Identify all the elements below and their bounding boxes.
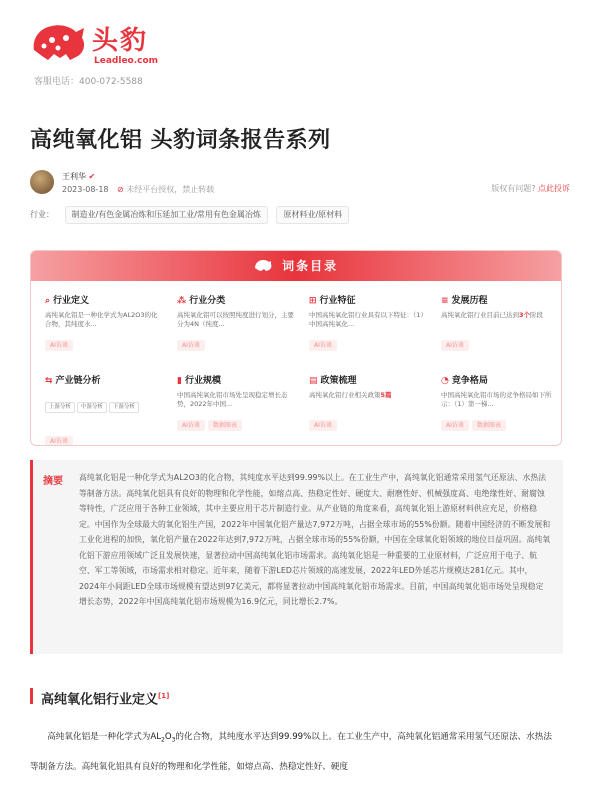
- chain-icon: ⇆: [45, 376, 53, 386]
- report-question: 版权有问题?: [491, 184, 536, 193]
- catalog-item-chips: [45, 428, 163, 446]
- body-subscript: 3: [171, 736, 176, 744]
- catalog-item-desc-tail: 阶段: [530, 311, 544, 319]
- catalog-item-label: 政策梳理: [320, 376, 357, 386]
- author-name[interactable]: [62, 171, 95, 182]
- catalog-item-desc-text: 中国高纯氧化铝行业具有以下特征：（1）中国高纯氧化...: [309, 311, 427, 328]
- publish-date-text: 2023-08-18: [62, 185, 109, 194]
- ai-interview-chip[interactable]: AI访谈: [45, 340, 73, 351]
- leopard-logo-icon: [254, 258, 272, 272]
- catalog-item-desc: [441, 391, 559, 409]
- catalog-item-desc: [45, 311, 163, 329]
- spacer: [45, 413, 163, 425]
- body-text-c: 的化合物，其纯度水平达到99.99%以上。在工业生产中，高纯氧化铝通常采用氢气还原法、水热法等制备方法。高纯氧化铝具有良好的物理和化学性能，如熔点高、热稳定性好、硬度: [30, 732, 552, 772]
- catalog-item-name: [45, 295, 163, 307]
- author-row: [30, 170, 570, 196]
- industry-tag[interactable]: 原材料业/原材料: [276, 206, 349, 224]
- body-paragraph: [30, 724, 560, 780]
- data-chart-chip[interactable]: 数据图表: [208, 420, 242, 431]
- sub-tag[interactable]: 中游分析: [77, 402, 107, 413]
- catalog-item-label: 竞争格局: [451, 376, 488, 386]
- catalog-item-label: 发展历程: [451, 296, 488, 306]
- catalog-item-chips: [441, 332, 559, 351]
- catalog-item-chips: [177, 332, 295, 351]
- publish-date: [62, 184, 214, 195]
- category-icon: ⁂: [177, 296, 187, 306]
- catalog-item-name: [309, 375, 427, 387]
- body-text-b: O: [164, 732, 172, 742]
- catalog-item-name: [177, 295, 295, 307]
- section-title: [30, 688, 170, 708]
- data-chart-chip[interactable]: 数据图表: [472, 420, 506, 431]
- catalog-item-desc: [177, 311, 295, 329]
- brand-name-en: Leadleo.com: [94, 56, 159, 66]
- catalog-item-desc-text: 高纯氧化铝行业目前已达到: [441, 311, 519, 319]
- avatar[interactable]: [30, 170, 54, 194]
- catalog-item-label: 行业规模: [184, 376, 221, 386]
- catalog-item-desc-text: 中国高纯氧化铝市场的竞争格局如下所示：（1）第一梯...: [441, 391, 552, 408]
- author-name-text: 王利华: [62, 172, 86, 181]
- catalog-item[interactable]: [45, 375, 163, 446]
- catalog-item-name: [177, 375, 295, 387]
- hotline: 客服电话：400-072-5588: [34, 77, 143, 87]
- catalog-item-label: 行业特征: [319, 296, 356, 306]
- brand-logo[interactable]: [30, 20, 160, 68]
- report-link[interactable]: 点此投诉: [538, 184, 570, 193]
- catalog-item-chips: [441, 412, 559, 431]
- define-icon: ⌕: [45, 296, 51, 306]
- ai-interview-chip[interactable]: AI访谈: [441, 420, 469, 431]
- catalog-item[interactable]: [309, 295, 427, 369]
- catalog-item-chips: [177, 412, 295, 431]
- catalog-item-desc: [309, 391, 427, 409]
- catalog-item-desc: [441, 311, 559, 329]
- ai-interview-chip[interactable]: AI访谈: [45, 436, 73, 446]
- industry-label: 行业：: [30, 210, 54, 219]
- catalog-item-label: 行业分类: [189, 296, 226, 306]
- catalog-item-desc: [177, 391, 295, 409]
- catalog-item-chips: [309, 412, 427, 431]
- catalog-item-desc-text: 高纯氧化铝行业相关政策: [309, 391, 381, 399]
- summary-label: 摘要: [43, 476, 63, 487]
- catalog-item[interactable]: [441, 375, 559, 446]
- catalog-item-desc-text: 高纯氧化铝是一种化学式为AL2O3的化合物，其纯度水...: [45, 311, 158, 328]
- catalog-item[interactable]: [177, 375, 295, 446]
- ai-interview-chip[interactable]: AI访谈: [309, 420, 337, 431]
- ai-interview-chip[interactable]: AI访谈: [177, 340, 205, 351]
- no-repost-text: 未经平台授权，禁止转载: [126, 185, 215, 194]
- catalog-item-highlight: 3个: [519, 311, 531, 319]
- ai-interview-chip[interactable]: AI访谈: [177, 420, 205, 431]
- catalog-item-desc: [309, 311, 427, 329]
- catalog-title: [31, 251, 561, 281]
- verified-icon: ✔: [88, 172, 96, 181]
- no-repost-notice: [117, 185, 214, 194]
- ai-interview-chip[interactable]: AI访谈: [309, 340, 337, 351]
- catalog-panel: [30, 250, 562, 446]
- catalog-item-desc-text: 中国高纯氧化铝市场处呈现稳定增长态势，2022年中国...: [177, 391, 288, 408]
- brand-name-cn: 头豹: [92, 26, 149, 56]
- catalog-item-name: [441, 295, 559, 307]
- reference-link[interactable]: [1]: [158, 692, 170, 700]
- sub-tag[interactable]: 下游分析: [109, 402, 139, 413]
- catalog-item-desc-text: 高纯氧化铝可以按照纯度进行划分，主要分为4N（纯度...: [177, 311, 294, 328]
- summary-text: 高纯氧化铝是一种化学式为AL2O3的化合物，其纯度水平达到99.99%以上。在工业生产中，高纯氧化铝通常采用氢气还原法、水热法等制备方法。高纯氧化铝具有良好的物理和化学性能，如熔点高、热稳定性好、硬度大、耐磨性好、机械强度高、电绝缘性好、耐腐蚀等特性，广泛应用于各种工业领域，其中主要应用于芯片制造行业。从产业链的角度来看，高纯氧化铝上游原材料供应充足，价格稳定。中国作为全球最大的氧化铝生产国，2022年中国氧化铝产量达7,972万吨，占据全球市场的55%份额。随着中国经济的不断发展和工业化进程的加快，氧化铝产量在2022年达到7,972万吨，占据全球市场的55%份额，中国在全球氧化铝领域的地位日益巩固。高纯氧化铝下游应用领域广泛且发展快速，显著拉动中国高纯氧化铝市场需求。高纯氧化铝是一种重要的工业原材料，广泛应用于电子、航空、军工等领域，市场需求相对稳定。近年来，随着下游LED芯片领域的高速发展，2022年LED外延芯片规模达281亿元。其中，2024年小间距LED全球市场规模有望达到97亿美元，都将显著拉动中国高纯氧化铝市场需求。目前，中国高纯氧化铝市场处呈现稳定增长态势，2022年中国高纯氧化铝市场规模为16.9亿元，同比增长2.7%。: [79, 473, 551, 606]
- competition-icon: ◔: [441, 376, 449, 386]
- catalog-item-label: 产业链分析: [55, 376, 101, 386]
- body-text-a: 高纯氧化铝是一种化学式为AL: [47, 732, 161, 742]
- body-subscript: 2: [160, 736, 165, 744]
- catalog-item-chips: [309, 332, 427, 351]
- catalog-item[interactable]: [177, 295, 295, 369]
- catalog-item[interactable]: [441, 295, 559, 369]
- policy-icon: ▤: [309, 376, 318, 386]
- history-icon: ≡: [441, 296, 449, 306]
- catalog-item-name: [45, 375, 163, 387]
- catalog-item[interactable]: [45, 295, 163, 369]
- catalog-item[interactable]: [309, 375, 427, 446]
- catalog-item-name: [441, 375, 559, 387]
- catalog-item-highlight: 5篇: [380, 391, 392, 399]
- catalog-item-chips: [45, 332, 163, 351]
- section-title-text: 高纯氧化铝行业定义: [41, 692, 159, 708]
- ban-icon: ⊘: [117, 185, 124, 194]
- catalog-item-name: [309, 295, 427, 307]
- industry-tag[interactable]: 制造业/有色金属冶炼和压延加工业/常用有色金属冶炼: [65, 206, 268, 224]
- catalog-title-text: 词条目录: [282, 259, 339, 273]
- ai-interview-chip[interactable]: AI访谈: [441, 340, 469, 351]
- leopard-logo-icon: [30, 20, 88, 64]
- sub-tag[interactable]: 上游分析: [45, 402, 75, 413]
- page-title: 高纯氧化铝 头豹词条报告系列: [30, 128, 331, 153]
- summary-box: [30, 460, 563, 654]
- sub-tags: [45, 393, 163, 413]
- feature-icon: ⊞: [309, 296, 317, 306]
- scale-icon: ▮: [177, 376, 182, 386]
- copyright-report: [491, 183, 570, 194]
- catalog-item-label: 行业定义: [53, 296, 90, 306]
- industry-row: [30, 206, 355, 224]
